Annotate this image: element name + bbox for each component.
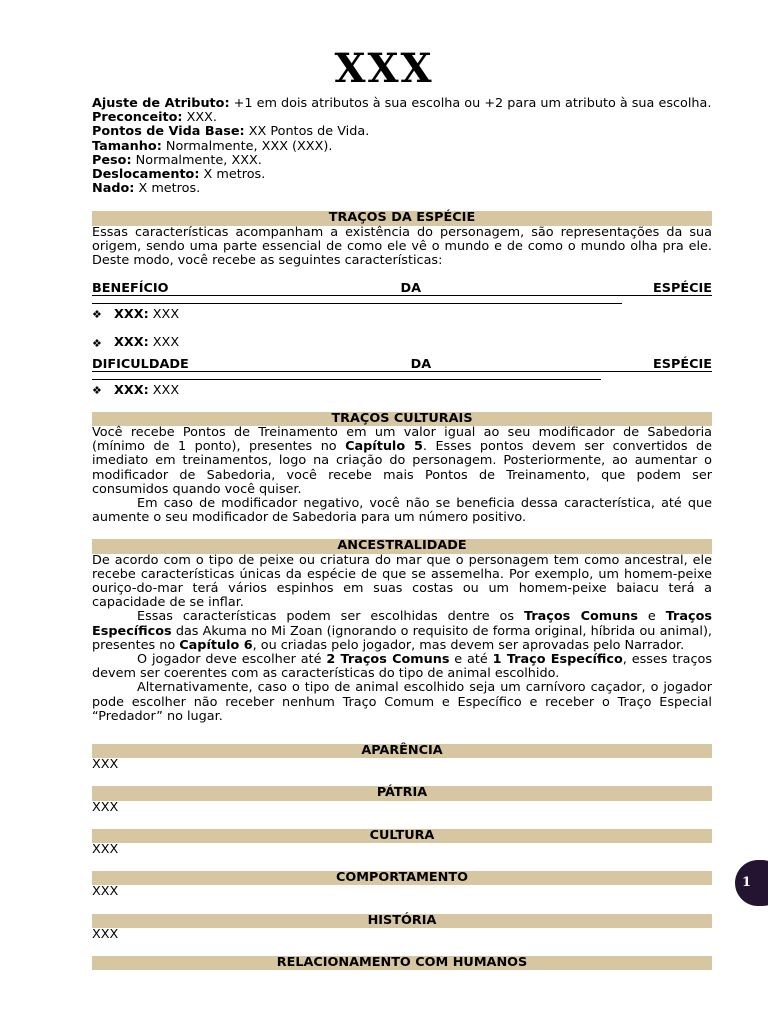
section-body-cultura: XXX — [92, 842, 119, 858]
tracos-especie-intro: Essas características acompanham a existência do personagem, são representações da sua origem, sendo uma parte essencial de como ele vê o mundo e de como o mundo olha pra ele. Deste modo, você recebe as seguintes características: — [92, 224, 712, 269]
stat-label: Peso: — [92, 152, 132, 168]
stat-peso — [92, 154, 712, 168]
stat-preconceito — [92, 111, 712, 125]
text-run: , ou criadas pelo jogador, mas devem ser aprovadas pelo Narrador. — [252, 637, 685, 653]
stat-label: Tamanho: — [92, 138, 162, 154]
dificuldade-word-2: DA — [410, 356, 432, 372]
emphasis: Traços Específicos — [92, 609, 712, 639]
stat-label: Nado: — [92, 181, 135, 197]
ancestralidade-p2 — [92, 610, 712, 653]
text-run: O jogador deve escolher até — [137, 652, 327, 668]
emphasis: 2 Traços Comuns — [326, 652, 450, 668]
dificuldade-word-3: ESPÉCIE — [653, 356, 712, 372]
stat-label: Ajuste de Atributo: — [92, 96, 230, 111]
text-run: , esses traços devem ser coerentes com as características do tipo de animal escolhido. — [92, 652, 712, 682]
text-run: Você recebe Pontos de Treinamento em um valor igual ao seu modificador de Sabedoria (mínimo de 1 ponto), presentes no — [92, 425, 712, 455]
beneficio-word-1: BENEFÍCIO — [92, 281, 169, 297]
stat-label: Preconceito: — [92, 110, 183, 126]
text-run: . Esses pontos devem ser convertidos de imediato em treinamentos, logo na criação do personagem. Posteriormente, ao aumentar o modificador de Sabedoria, você recebe mais Pontos de Treinamento, que podem ser consumidos quando você quiser. — [92, 439, 712, 497]
stat-deslocamento — [92, 168, 712, 182]
stat-label: Deslocamento: — [92, 167, 200, 183]
item-label: XXX: — [114, 335, 149, 351]
emphasis: Traços Comuns — [524, 609, 638, 625]
section-body-aparencia: XXX — [92, 757, 119, 773]
stat-value: XXX. — [182, 110, 217, 126]
stat-pontos-de-vida — [92, 125, 712, 139]
text-run: e até — [449, 652, 493, 668]
stat-value: XX Pontos de Vida. — [244, 124, 370, 140]
text-run: Essas características podem ser escolhidas dentre os — [137, 609, 524, 625]
beneficio-word-2: DA — [400, 281, 422, 297]
text-run: das Akuma no Mi Zoan (ignorando o requisito de forma original, híbrida ou animal), presentes no — [92, 623, 712, 653]
ancestralidade-p3 — [92, 653, 712, 681]
section-body-patria: XXX — [92, 799, 119, 815]
stats-block — [92, 97, 712, 196]
stat-value: X metros. — [134, 181, 201, 197]
stat-value: Normalmente, XXX (XXX). — [161, 138, 333, 154]
section-heading-ancestralidade: ANCESTRALIDADE — [92, 539, 712, 553]
beneficio-underline — [92, 303, 622, 304]
beneficio-heading — [92, 282, 712, 296]
section-heading-relacionamento: RELACIONAMENTO COM HUMANOS — [92, 956, 712, 970]
diamond-bullet-icon: ❖ — [92, 336, 102, 350]
beneficio-item — [92, 336, 712, 350]
section-body-historia: XXX — [92, 926, 119, 942]
emphasis: 1 Traço Específico — [492, 652, 623, 668]
section-heading-tracos-culturais: TRAÇOS CULTURAIS — [92, 412, 712, 426]
item-text: XXX — [148, 307, 180, 323]
ancestralidade-p4: Alternativamente, caso o tipo de animal escolhido seja um carnívoro caçador, o jogador pode escolher não receber nenhum Traço Comum e Específico e receber o Traço Especial “Predador” no lugar. — [92, 680, 712, 724]
diamond-bullet-icon: ❖ — [92, 383, 102, 397]
section-heading-aparencia: APARÊNCIA — [92, 744, 712, 758]
section-heading-comportamento: COMPORTAMENTO — [92, 871, 712, 885]
beneficio-word-3: ESPÉCIE — [653, 281, 712, 297]
item-text: XXX — [148, 382, 180, 398]
chapter-ref: Capítulo 5 — [345, 439, 423, 455]
chapter-ref: Capítulo 6 — [179, 637, 253, 653]
stat-value: Normalmente, XXX. — [131, 152, 262, 168]
stat-tamanho — [92, 140, 712, 154]
stat-label: Pontos de Vida Base: — [92, 124, 245, 140]
section-heading-patria: PÁTRIA — [92, 786, 712, 800]
stat-value: +1 em dois atributos à sua escolha ou +2 para um atributo à sua escolha. — [229, 96, 712, 111]
section-heading-historia: HISTÓRIA — [92, 914, 712, 928]
beneficio-item — [92, 308, 712, 322]
section-heading-tracos-especie: TRAÇOS DA ESPÉCIE — [92, 211, 712, 225]
dificuldade-word-1: DIFICULDADE — [92, 356, 189, 372]
tracos-culturais-p2: Em caso de modificador negativo, você não se beneficia dessa característica, até que aumente o seu modificador de Sabedoria para um número positivo. — [92, 496, 712, 526]
section-heading-cultura: CULTURA — [92, 829, 712, 843]
dificuldade-heading — [92, 358, 712, 372]
stat-ajuste — [92, 97, 712, 111]
page-title: XXX — [334, 45, 434, 92]
diamond-bullet-icon: ❖ — [92, 308, 102, 322]
item-text: XXX — [148, 335, 180, 351]
page-number-badge: 1 — [735, 860, 768, 906]
section-body-comportamento: XXX — [92, 884, 119, 900]
dificuldade-item — [92, 384, 712, 398]
item-label: XXX: — [114, 307, 149, 323]
dificuldade-underline — [92, 379, 601, 380]
document-body — [92, 97, 712, 970]
stat-value: X metros. — [199, 167, 266, 183]
ancestralidade-p1: De acordo com o tipo de peixe ou criatura do mar que o personagem tem como ancestral, ele recebe características únicas da espécie de que se assemelha. Por exemplo, um homem-peixe ouriço-do-mar terá vários espinhos em suas costas ou um homem-peixe baiacu terá a capacidade de se inflar. — [92, 552, 712, 611]
text-run: e — [637, 609, 666, 625]
item-label: XXX: — [114, 382, 149, 398]
stat-nado — [92, 182, 712, 196]
tracos-culturais-p1 — [92, 426, 712, 497]
